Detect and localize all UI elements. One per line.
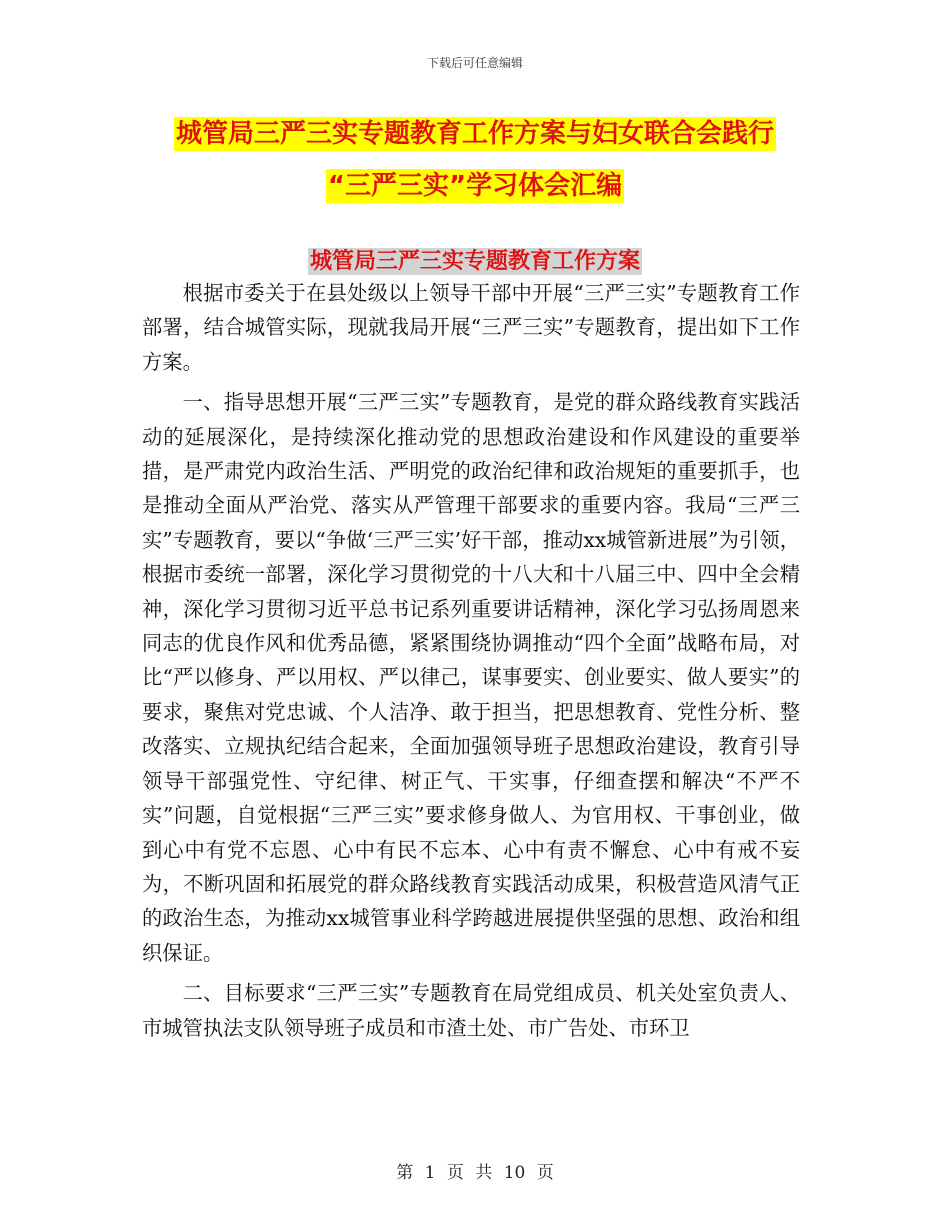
section-title: [0, 244, 950, 275]
document-title: [0, 108, 950, 212]
document-title-line-2-text: “三严三实”学习体会汇编: [327, 171, 623, 201]
paragraph-guiding-thought: 一、指导思想开展“三严三实”专题教育，是党的群众路线教育实践活动的延展深化，是持续深化推动党的思想政治建设和作风建设的重要举措，是严肃党内政治生活、严明党的政治纪律和政治规矩的重要抓手，也是推动全面从严治党、落实从严管理干部要求的重要内容。我局“三严三实”专题教育，要以“争做‘三严三实’好干部，推动xx城管新进展”为引领，根据市委统一部署，深化学习贯彻党的十八大和十八届三中、四中全会精神，深化学习贯彻习近平总书记系列重要讲话精神，深化学习弘扬周恩来同志的优良作风和优秀品德，紧紧围绕协调推动“四个全面”战略布局，对比“严以修身、严以用权、严以律己，谋事要实、创业要实、做人要实”的要求，聚焦对党忠诚、个人洁净、敢于担当，把思想教育、党性分析、整改落实、立规执纪结合起来，全面加强领导班子思想政治建设，教育引导领导干部强党性、守纪律、树正气、干实事，仔细查摆和解决“不严不实”问题，自觉根据“三严三实”要求修身做人、为官用权、干事创业，做到心中有党不忘恩、心中有民不忘本、心中有责不懈怠、心中有戒不妄为，不断巩固和拓展党的群众路线教育实践活动成果，积极营造风清气正的政治生态，为推动xx城管事业科学跨越进展提供坚强的思想、政治和组织保证。: [142, 390, 800, 965]
header-note: 下载后可任意编辑: [426, 56, 523, 70]
document-title-line-1-text: 城管局三严三实专题教育工作方案与妇女联合会践行: [175, 119, 774, 149]
page-footer: 第 1 页 共 10 页: [396, 1163, 554, 1183]
document-title-line-2: [0, 160, 950, 212]
section-title-text: 城管局三严三实专题教育工作方案: [309, 249, 640, 274]
paragraph-goals: 二、目标要求“三严三实”专题教育在局党组成员、机关处室负责人、市城管执法支队领导班子成员和市渣土处、市广告处、市环卫: [142, 981, 800, 1040]
paragraph-intro: 根据市委关于在县处级以上领导干部中开展“三严三实”专题教育工作部署，结合城管实际，现就我局开展“三严三实”专题教育，提出如下工作方案。: [142, 281, 800, 374]
document-body: [142, 276, 800, 1051]
document-title-line-1: [0, 108, 950, 160]
